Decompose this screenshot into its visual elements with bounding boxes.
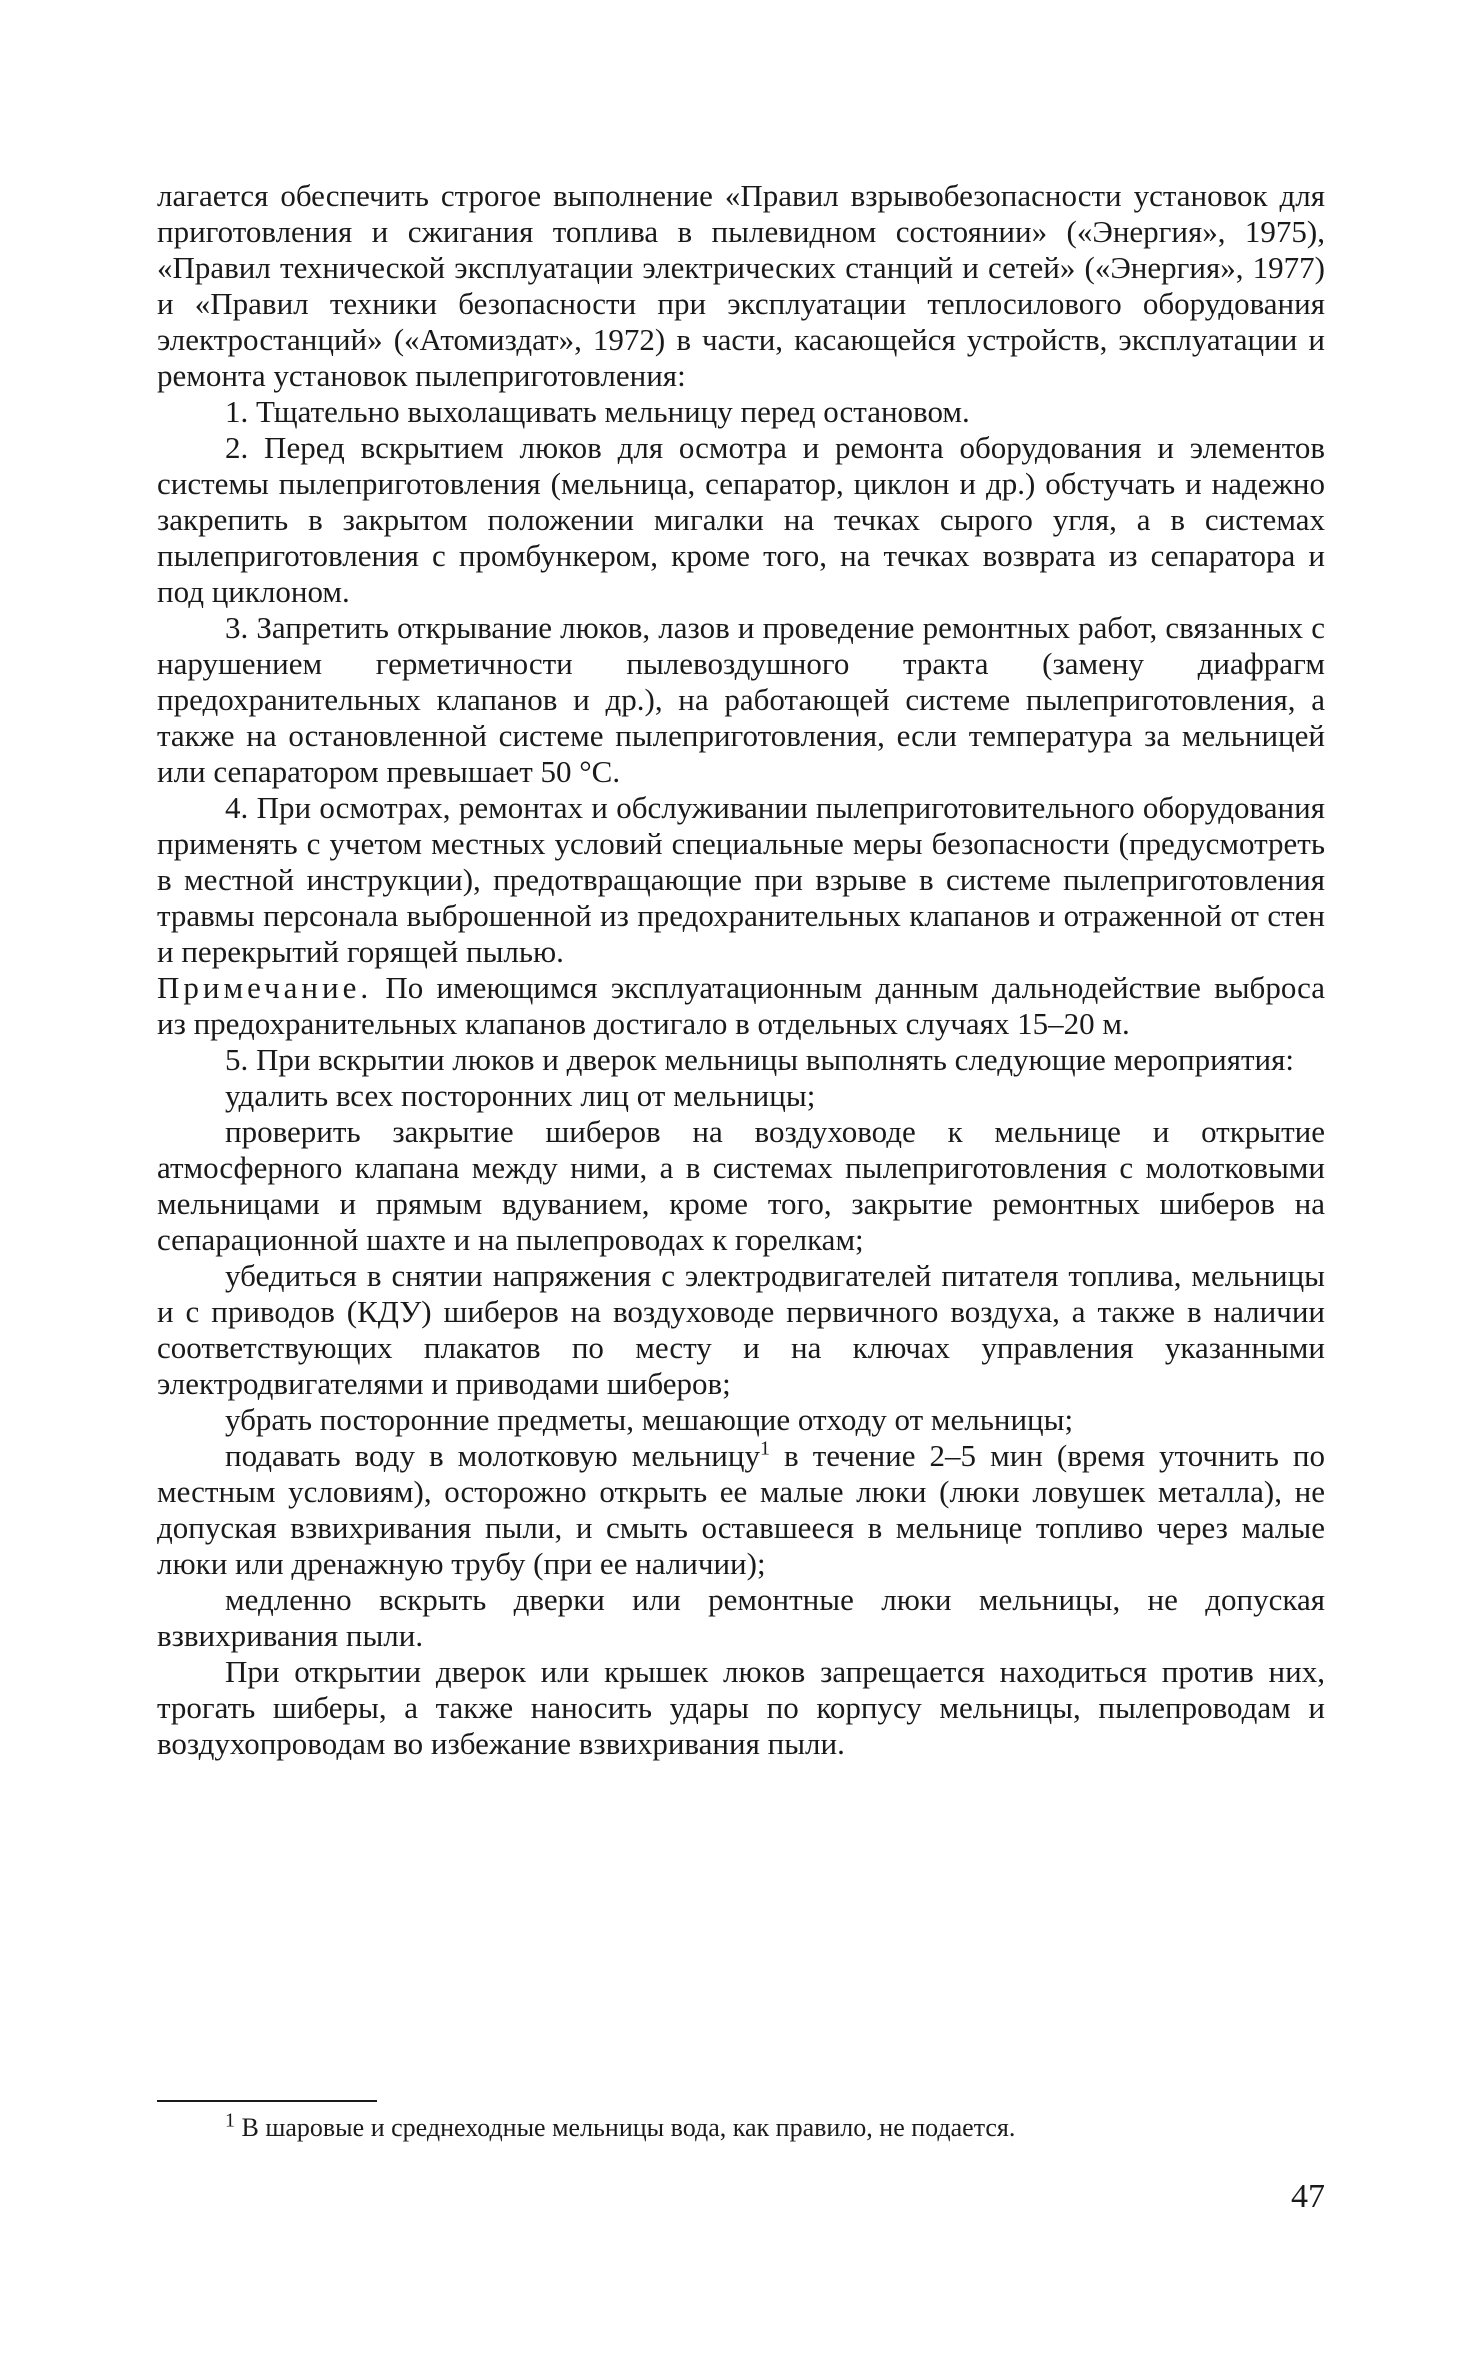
- note: [157, 970, 1325, 1042]
- paragraph-item-4: 4. При осмотрах, ремонтах и обслуживании пылеприготовительного оборудования применять с учетом местных условий специальные меры безопасности (предусмотреть в местной инструкции), предотвращающие при взрыве в системе пылеприготовления травмы персонала выброшенной из предохранительных клапанов и отраженной от стен и перекрытий горящей пылью.: [157, 790, 1325, 969]
- page-body: [157, 178, 1325, 1762]
- paragraph-intro: лагается обеспечить строгое выполнение «Правил взрывобезопасности установок для приготовления и сжигания топлива в пылевидном состоянии» («Энергия», 1975), «Правил технической эксплуатации электрических станций и сетей» («Энергия», 1977) и «Правил техники безопасности при эксплуатации теплосилового оборудования электростанций» («Атомиздат», 1972) в части, касающейся устройств, эксплуатации и ремонта установок пылеприготовления:: [157, 178, 1325, 393]
- footnote-ref: 1: [759, 1437, 770, 1460]
- note-text: По имеющимся эксплуатационным данным дальнодействие выброса из предохранительных клапанов достигало в отдельных случаях 15–20 м.: [157, 970, 1325, 1041]
- measure-1: удалить всех посторонних лиц от мельницы;: [225, 1078, 816, 1113]
- measure-3: убедиться в снятии напряжения с электродвигателей питателя топлива, мельницы и с приводов (КДУ) шиберов на воздуховоде первичного воздуха, а также в наличии соответствующих плакатов по месту и на ключах управления указанными электродвигателями и приводами шиберов;: [157, 1258, 1325, 1401]
- paragraph-closing: При открытии дверок или крышек люков запрещается находиться против них, трогать шиберы, а также наносить удары по корпусу мельницы, пылепроводам и воздухопроводам во избежание взвихривания пыли.: [157, 1654, 1325, 1761]
- measure-6: медленно вскрыть дверки или ремонтные люки мельницы, не допуская взвихривания пыли.: [157, 1582, 1325, 1653]
- paragraph-item-5: 5. При вскрытии люков и дверок мельницы выполнять следующие мероприятия:: [225, 1042, 1294, 1077]
- measure-4: убрать посторонние предметы, мешающие отходу от мельницы;: [225, 1402, 1074, 1437]
- paragraph-item-2: 2. Перед вскрытием люков для осмотра и ремонта оборудования и элементов системы пылеприготовления (мельница, сепаратор, циклон и др.) обстучать и надежно закрепить в закрытом положении мигалки на течках сырого угля, а в системах пылеприготовления с промбункером, кроме того, на течках возврата из сепаратора и под циклоном.: [157, 430, 1325, 609]
- footnote: [225, 2109, 1325, 2144]
- measure-5-start: подавать воду в молотковую мельницу: [225, 1438, 760, 1473]
- page-number: 47: [1291, 2178, 1325, 2215]
- paragraph-item-3: 3. Запретить открывание люков, лазов и проведение ремонтных работ, связанных с нарушением герметичности пылевоздушного тракта (замену диафрагм предохранительных клапанов и др.), на работающей системе пылеприготовления, а также на остановленной системе пылеприготовления, если температура за мельницей или сепаратором превышает 50 °С.: [157, 610, 1325, 789]
- footnote-divider: [157, 2100, 377, 2102]
- measure-2: проверить закрытие шиберов на воздуховоде к мельнице и открытие атмосферного клапана между ними, а в системах пылеприготовления с молотковыми мельницами и прямым вдуванием, кроме того, закрытие ремонтных шиберов на сепарационной шахте и на пылепроводах к горелкам;: [157, 1114, 1325, 1257]
- paragraph-item-1: 1. Тщательно выхолащивать мельницу перед остановом.: [225, 394, 970, 429]
- measure-5: [157, 1438, 1325, 1582]
- footnote-text: В шаровые и среднеходные мельницы вода, как правило, не подается.: [235, 2113, 1016, 2142]
- note-label: Примечание.: [157, 970, 373, 1005]
- measure-5-end: в течение 2–5 мин (время уточнить по местным условиям), осторожно открыть ее малые люки (люки ловушек металла), не допуская взвихривания пыли, и смыть оставшееся в мельнице топливо через малые люки или дренажную трубу (при ее наличии);: [157, 1438, 1325, 1581]
- footnote-mark: 1: [225, 2109, 235, 2132]
